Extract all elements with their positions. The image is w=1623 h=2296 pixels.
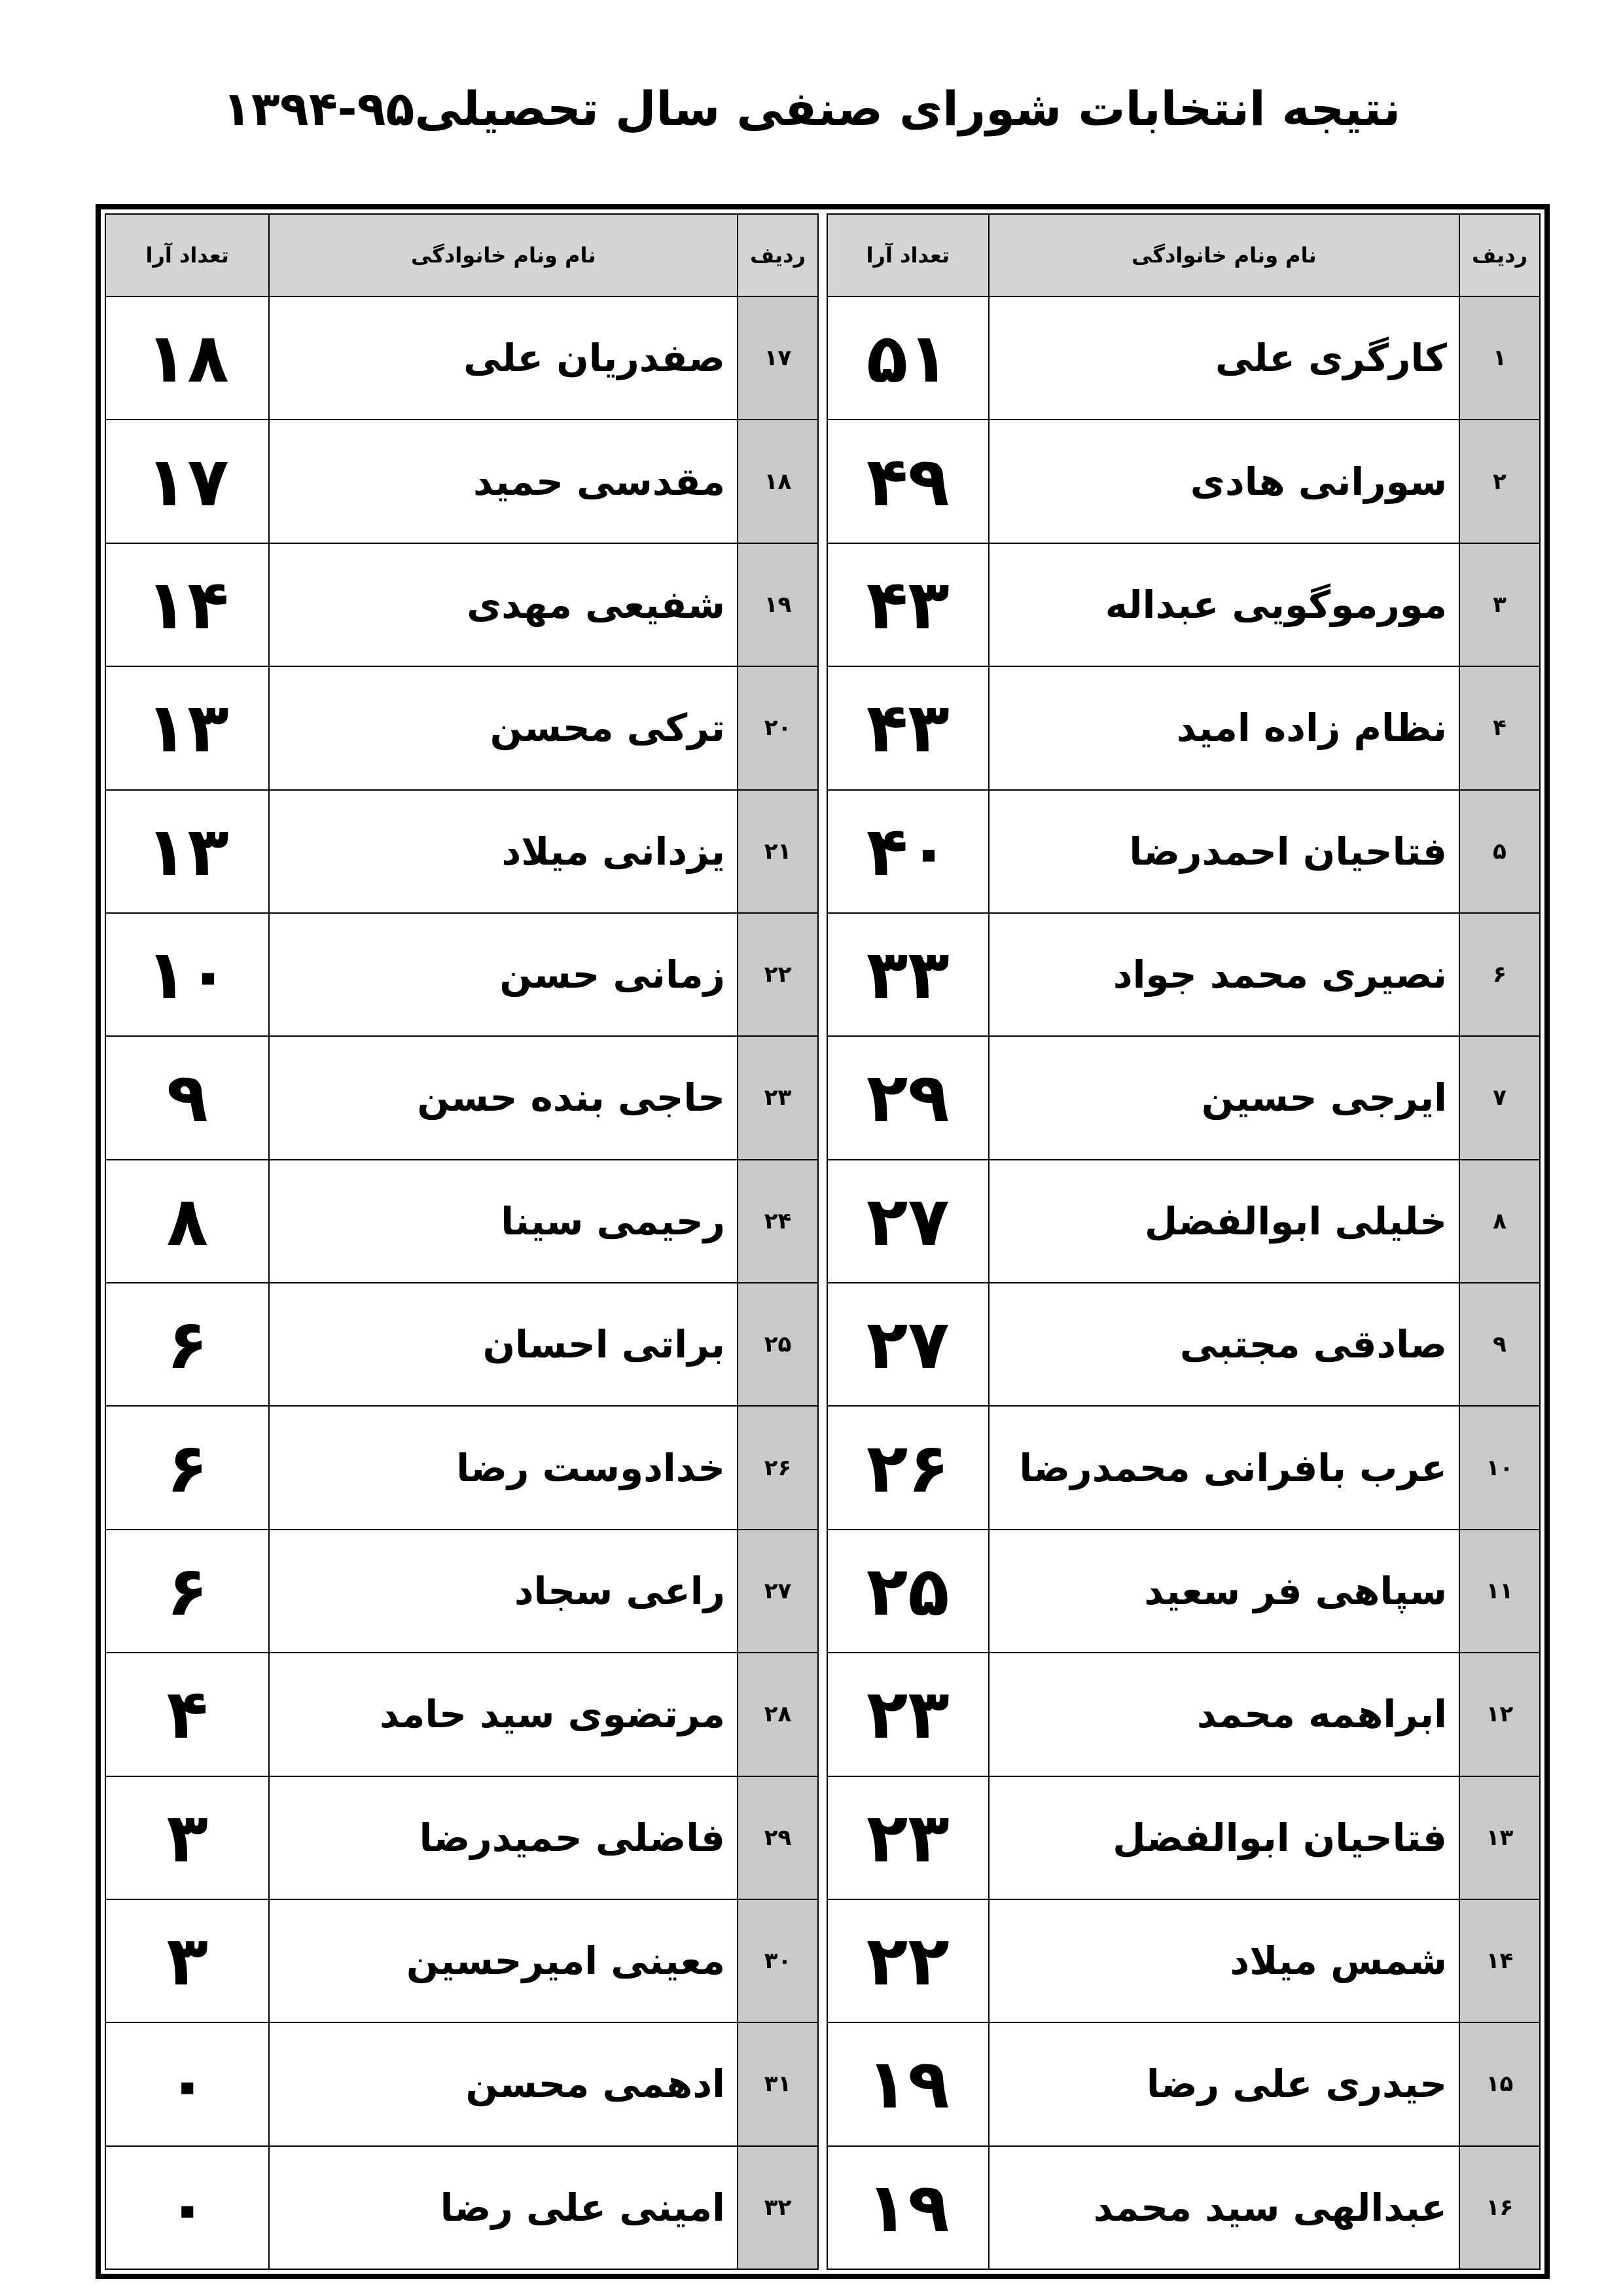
candidate-name: ایرجی حسین — [989, 1036, 1459, 1159]
vote-count: ۱۸ — [105, 296, 269, 420]
candidate-name: فتاحیان ابوالفضل — [989, 1776, 1459, 1899]
candidate-name: ادهمی محسن — [269, 2022, 738, 2145]
candidate-name: مورموگویی عبداله — [989, 543, 1459, 666]
table-row — [827, 1530, 1540, 1653]
vote-count: ۲۵ — [827, 1530, 989, 1653]
row-index: ۲۱ — [738, 790, 818, 913]
vote-count: ۵۱ — [827, 296, 989, 420]
vote-count: ۲۷ — [827, 1160, 989, 1283]
table-row — [105, 913, 818, 1036]
row-index: ۳ — [1459, 543, 1540, 666]
vote-count: ۱۷ — [105, 420, 269, 543]
row-index: ۲۵ — [738, 1283, 818, 1406]
table-row — [827, 420, 1540, 543]
vote-count: ۴۰ — [827, 790, 989, 913]
table-row — [827, 543, 1540, 666]
row-index: ۵ — [1459, 790, 1540, 913]
votes-header: تعداد آرا — [105, 214, 269, 296]
row-index: ۲۸ — [738, 1653, 818, 1776]
vote-count: ۳ — [105, 1899, 269, 2022]
vote-count: ۲۶ — [827, 1406, 989, 1529]
row-index: ۱۰ — [1459, 1406, 1540, 1529]
table-row — [105, 1283, 818, 1406]
candidate-name: نصیری محمد جواد — [989, 913, 1459, 1036]
name-header: نام ونام خانوادگی — [269, 214, 738, 296]
vote-count: ۱۹ — [827, 2022, 989, 2145]
candidate-name: براتی احسان — [269, 1283, 738, 1406]
table-row — [827, 666, 1540, 789]
candidate-name: فتاحیان احمدرضا — [989, 790, 1459, 913]
vote-count: ۱۰ — [105, 913, 269, 1036]
table-row — [827, 1036, 1540, 1159]
candidate-name: عرب بافرانی محمدرضا — [989, 1406, 1459, 1529]
row-index: ۲ — [1459, 420, 1540, 543]
row-index: ۶ — [1459, 913, 1540, 1036]
candidate-name: یزدانی میلاد — [269, 790, 738, 913]
candidate-name: کارگری علی — [989, 296, 1459, 420]
row-index: ۲۹ — [738, 1776, 818, 1899]
table-row — [105, 296, 818, 420]
results-table-left — [105, 213, 819, 2270]
table-row — [105, 1653, 818, 1776]
table-row — [827, 296, 1540, 420]
candidate-name: خلیلی ابوالفضل — [989, 1160, 1459, 1283]
vote-count: ۰ — [105, 2146, 269, 2269]
candidate-name: صادقی مجتبی — [989, 1283, 1459, 1406]
row-index: ۱۵ — [1459, 2022, 1540, 2145]
table-row — [105, 1776, 818, 1899]
table-row — [105, 666, 818, 789]
index-header: ردیف — [1459, 214, 1540, 296]
row-index: ۳۲ — [738, 2146, 818, 2269]
candidate-name: صفدریان علی — [269, 296, 738, 420]
row-index: ۱۴ — [1459, 1899, 1540, 2022]
table-row — [827, 2146, 1540, 2269]
row-index: ۳۰ — [738, 1899, 818, 2022]
table-row — [105, 543, 818, 666]
results-frame — [96, 204, 1550, 2279]
candidate-name: سپاهی فر سعید — [989, 1530, 1459, 1653]
vote-count: ۸ — [105, 1160, 269, 1283]
candidate-name: شفیعی مهدی — [269, 543, 738, 666]
row-index: ۹ — [1459, 1283, 1540, 1406]
table-row — [827, 2022, 1540, 2145]
candidate-name: راعی سجاد — [269, 1530, 738, 1653]
table-row — [105, 1530, 818, 1653]
results-table-right — [827, 213, 1541, 2270]
row-index: ۲۷ — [738, 1530, 818, 1653]
row-index: ۱۲ — [1459, 1653, 1540, 1776]
row-index: ۱۶ — [1459, 2146, 1540, 2269]
table-row — [105, 1899, 818, 2022]
table-row — [105, 420, 818, 543]
vote-count: ۹ — [105, 1036, 269, 1159]
vote-count: ۴۳ — [827, 666, 989, 789]
table-row — [827, 1160, 1540, 1283]
candidate-name: رحیمی سینا — [269, 1160, 738, 1283]
name-header: نام ونام خانوادگی — [989, 214, 1459, 296]
table-row — [827, 790, 1540, 913]
table-row — [105, 1160, 818, 1283]
candidate-name: سورانی هادی — [989, 420, 1459, 543]
vote-count: ۲۲ — [827, 1899, 989, 2022]
row-index: ۲۴ — [738, 1160, 818, 1283]
row-index: ۱۷ — [738, 296, 818, 420]
candidate-name: نظام زاده امید — [989, 666, 1459, 789]
table-row — [827, 1406, 1540, 1529]
vote-count: ۱۹ — [827, 2146, 989, 2269]
table-row — [827, 1653, 1540, 1776]
results-body-left — [105, 296, 818, 2269]
row-index: ۲۶ — [738, 1406, 818, 1529]
row-index: ۱۹ — [738, 543, 818, 666]
table-row — [827, 1776, 1540, 1899]
row-index: ۱۱ — [1459, 1530, 1540, 1653]
candidate-name: امینی علی رضا — [269, 2146, 738, 2269]
row-index: ۱ — [1459, 296, 1540, 420]
row-index: ۲۳ — [738, 1036, 818, 1159]
vote-count: ۴۹ — [827, 420, 989, 543]
candidate-name: مرتضوی سید حامد — [269, 1653, 738, 1776]
candidate-name: خدادوست رضا — [269, 1406, 738, 1529]
candidate-name: حاجی بنده حسن — [269, 1036, 738, 1159]
candidate-name: فاضلی حمیدرضا — [269, 1776, 738, 1899]
vote-count: ۱۴ — [105, 543, 269, 666]
table-row — [105, 2146, 818, 2269]
vote-count: ۱۳ — [105, 666, 269, 789]
header-row — [827, 214, 1540, 296]
table-row — [827, 1899, 1540, 2022]
row-index: ۴ — [1459, 666, 1540, 789]
header-row — [105, 214, 818, 296]
table-row — [105, 1036, 818, 1159]
candidate-name: شمس میلاد — [989, 1899, 1459, 2022]
candidate-name: عبدالهی سید محمد — [989, 2146, 1459, 2269]
votes-header: تعداد آرا — [827, 214, 989, 296]
vote-count: ۱۳ — [105, 790, 269, 913]
vote-count: ۳۳ — [827, 913, 989, 1036]
row-index: ۷ — [1459, 1036, 1540, 1159]
vote-count: ۶ — [105, 1406, 269, 1529]
row-index: ۱۸ — [738, 420, 818, 543]
row-index: ۳۱ — [738, 2022, 818, 2145]
table-row — [827, 913, 1540, 1036]
vote-count: ۶ — [105, 1283, 269, 1406]
row-index: ۲۰ — [738, 666, 818, 789]
candidate-name: حیدری علی رضا — [989, 2022, 1459, 2145]
row-index: ۸ — [1459, 1160, 1540, 1283]
table-row — [827, 1283, 1540, 1406]
vote-count: ۴۳ — [827, 543, 989, 666]
candidate-name: معینی امیرحسین — [269, 1899, 738, 2022]
candidate-name: زمانی حسن — [269, 913, 738, 1036]
row-index: ۲۲ — [738, 913, 818, 1036]
table-row — [105, 2022, 818, 2145]
vote-count: ۴ — [105, 1653, 269, 1776]
table-row — [105, 790, 818, 913]
vote-count: ۲۹ — [827, 1036, 989, 1159]
row-index: ۱۳ — [1459, 1776, 1540, 1899]
candidate-name: مقدسی حمید — [269, 420, 738, 543]
vote-count: ۲۷ — [827, 1283, 989, 1406]
vote-count: ۰ — [105, 2022, 269, 2145]
vote-count: ۲۳ — [827, 1653, 989, 1776]
table-row — [105, 1406, 818, 1529]
vote-count: ۲۳ — [827, 1776, 989, 1899]
results-body-right — [827, 296, 1540, 2269]
candidate-name: ترکی محسن — [269, 666, 738, 789]
candidate-name: ابراهمه محمد — [989, 1653, 1459, 1776]
index-header: ردیف — [738, 214, 818, 296]
page-title: نتیجه انتخابات شورای صنفی سال تحصیلی۹۵-۱۳۹۴ — [222, 81, 1401, 136]
vote-count: ۶ — [105, 1530, 269, 1653]
vote-count: ۳ — [105, 1776, 269, 1899]
